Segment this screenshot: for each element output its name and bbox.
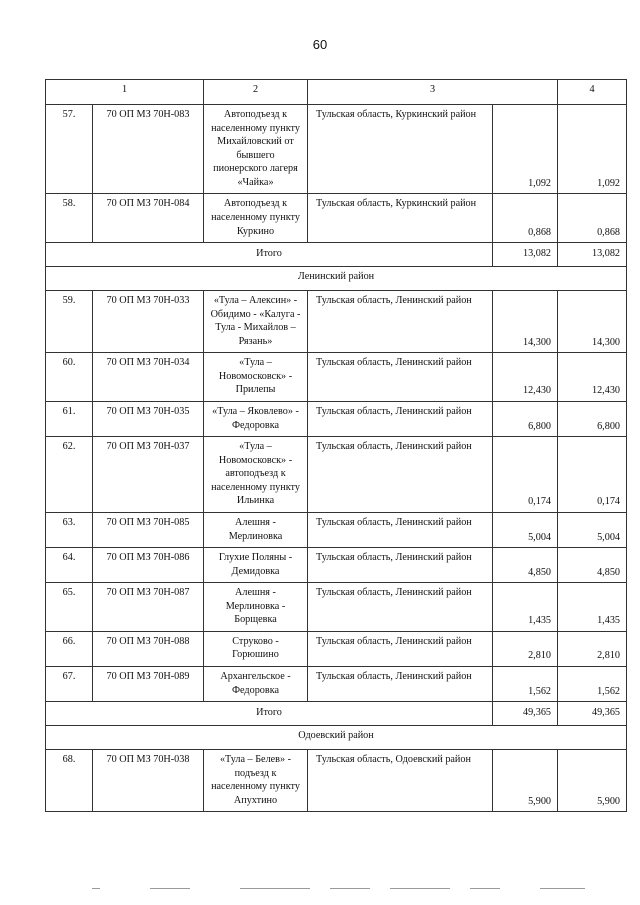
road-location: Тульская область, Куркинский район <box>308 105 493 194</box>
road-id-code: 70 ОП МЗ 70Н-037 <box>93 437 204 513</box>
road-name-line: бывшего <box>236 149 275 161</box>
road-name-line: Мерлиновка <box>228 530 283 542</box>
road-name-line: населенному пункту <box>211 481 300 493</box>
road-location: Тульская область, Ленинский район <box>308 353 493 402</box>
district-name: Одоевский район <box>46 726 627 750</box>
row-number: 63. <box>46 512 93 547</box>
road-name-line: Куркино <box>236 225 275 237</box>
road-name <box>204 667 308 702</box>
road-name-line: «Тула – <box>239 357 272 369</box>
road-length: 1,435 <box>493 583 558 632</box>
header-row <box>46 80 627 105</box>
road-length: 2,810 <box>493 631 558 666</box>
road-length-total: 2,810 <box>558 631 627 666</box>
table-row <box>46 105 627 194</box>
road-name-line: «Тула – Алексин» - <box>213 295 298 307</box>
road-name-line: Автоподъезд к <box>223 109 288 120</box>
subtotal-row <box>46 243 627 267</box>
road-location: Тульская область, Куркинский район <box>308 194 493 243</box>
road-length: 14,300 <box>493 291 558 353</box>
road-length: 0,868 <box>493 194 558 243</box>
road-name-line: «Тула – Яковлево» - <box>212 406 299 417</box>
district-header-row <box>46 267 627 291</box>
road-location: Тульская область, Ленинский район <box>308 631 493 666</box>
subtotal-row <box>46 702 627 726</box>
road-location: Тульская область, Ленинский район <box>308 667 493 702</box>
road-name-line: Федоровка <box>231 419 280 431</box>
road-name <box>204 402 308 437</box>
road-location: Тульская область, Ленинский район <box>308 291 493 353</box>
road-length: 0,174 <box>493 437 558 513</box>
road-length: 4,850 <box>493 548 558 583</box>
subtotal-label: Итого <box>46 702 493 726</box>
row-number: 60. <box>46 353 93 402</box>
road-name-line: населенному пункту <box>211 781 300 793</box>
road-id-code: 70 ОП МЗ 70Н-034 <box>93 353 204 402</box>
road-length-total: 4,850 <box>558 548 627 583</box>
road-name <box>204 750 308 812</box>
table-row <box>46 402 627 437</box>
subtotal-length: 13,082 <box>493 243 558 267</box>
road-length-total: 5,900 <box>558 750 627 812</box>
road-id-code: 70 ОП МЗ 70Н-085 <box>93 512 204 547</box>
road-length-total: 0,174 <box>558 437 627 513</box>
subtotal-length: 49,365 <box>493 702 558 726</box>
road-id-code: 70 ОП МЗ 70Н-083 <box>93 105 204 194</box>
road-register-table <box>45 79 627 812</box>
road-name-line: Мерлиновка - <box>225 600 286 612</box>
road-length: 1,092 <box>493 105 558 194</box>
road-name <box>204 631 308 666</box>
road-name-line: «Тула – Белев» - <box>219 754 292 766</box>
road-id-code: 70 ОП МЗ 70Н-088 <box>93 631 204 666</box>
road-name <box>204 548 308 583</box>
road-length-total: 6,800 <box>558 402 627 437</box>
road-location: Тульская область, Ленинский район <box>308 437 493 513</box>
subtotal-label: Итого <box>46 243 493 267</box>
table-row <box>46 437 627 513</box>
road-length-total: 5,004 <box>558 512 627 547</box>
table-row <box>46 353 627 402</box>
row-number: 57. <box>46 105 93 194</box>
road-name <box>204 437 308 513</box>
row-number: 62. <box>46 437 93 513</box>
road-name-line: Михайловский от <box>217 136 294 148</box>
road-name-line: Новомосковск» - <box>218 454 293 466</box>
road-length-total: 1,562 <box>558 667 627 702</box>
road-id-code: 70 ОП МЗ 70Н-089 <box>93 667 204 702</box>
table-row <box>46 667 627 702</box>
road-name-line: Тула - Михайлов – <box>215 322 296 334</box>
road-name-line: Прилепы <box>235 384 276 396</box>
row-number: 59. <box>46 291 93 353</box>
row-number: 64. <box>46 548 93 583</box>
road-location: Тульская область, Ленинский район <box>308 512 493 547</box>
road-id-code: 70 ОП МЗ 70Н-084 <box>93 194 204 243</box>
road-name <box>204 105 308 194</box>
district-header-row <box>46 726 627 750</box>
scan-artifact-line <box>0 888 640 894</box>
road-name-line: пионерского лагеря <box>213 163 298 175</box>
road-name-line: автоподъезд к <box>225 468 286 480</box>
row-number: 61. <box>46 402 93 437</box>
subtotal-length-total: 13,082 <box>558 243 627 267</box>
road-length-total: 1,435 <box>558 583 627 632</box>
road-name-line: подъезд к <box>234 767 277 779</box>
row-number: 67. <box>46 667 93 702</box>
table-row <box>46 548 627 583</box>
header-col-4: 4 <box>558 80 627 105</box>
road-location: Тульская область, Ленинский район <box>308 583 493 632</box>
road-name-line: Струково - <box>232 635 279 647</box>
road-length-total: 1,092 <box>558 105 627 194</box>
road-name-line: Ильинка <box>236 495 275 507</box>
road-length-total: 14,300 <box>558 291 627 353</box>
road-name <box>204 583 308 632</box>
table-row <box>46 194 627 243</box>
page-number: 60 <box>312 37 328 52</box>
subtotal-length-total: 49,365 <box>558 702 627 726</box>
row-number: 65. <box>46 583 93 632</box>
row-number: 58. <box>46 194 93 243</box>
road-location: Тульская область, Ленинский район <box>308 548 493 583</box>
header-col-2: 2 <box>204 80 308 105</box>
road-name-line: Автоподъезд к <box>223 198 288 210</box>
road-id-code: 70 ОП МЗ 70Н-038 <box>93 750 204 812</box>
road-name-line: населенному пункту <box>211 211 300 223</box>
road-name-line: Демидовка <box>231 565 280 577</box>
road-id-code: 70 ОП МЗ 70Н-033 <box>93 291 204 353</box>
road-location: Тульская область, Одоевский район <box>308 750 493 812</box>
road-id-code: 70 ОП МЗ 70Н-035 <box>93 402 204 437</box>
road-name-line: Алешня - <box>235 516 276 528</box>
road-length: 5,900 <box>493 750 558 812</box>
table-row <box>46 750 627 812</box>
road-name <box>204 353 308 402</box>
header-col-3: 3 <box>308 80 558 105</box>
road-name-line: «Тула – <box>239 441 272 453</box>
road-name-line: Горюшино <box>232 649 279 661</box>
road-name-line: Алешня - <box>235 587 276 599</box>
header-col-1: 1 <box>46 80 204 105</box>
road-id-code: 70 ОП МЗ 70Н-087 <box>93 583 204 632</box>
road-name <box>204 512 308 547</box>
road-name-line: Федоровка <box>231 684 280 696</box>
road-name-line: Борщевка <box>234 614 277 626</box>
table-row <box>46 583 627 632</box>
table-row <box>46 291 627 353</box>
road-name <box>204 194 308 243</box>
road-location: Тульская область, Ленинский район <box>308 402 493 437</box>
district-name: Ленинский район <box>46 267 627 291</box>
road-name <box>204 291 308 353</box>
road-length: 6,800 <box>493 402 558 437</box>
table-row <box>46 512 627 547</box>
row-number: 66. <box>46 631 93 666</box>
road-name-line: «Чайка» <box>237 176 274 188</box>
road-name-line: Новомосковск» - <box>218 370 293 382</box>
road-name-line: Рязань» <box>238 335 273 347</box>
road-name-line: Архангельское - <box>220 671 291 682</box>
road-length: 1,562 <box>493 667 558 702</box>
row-number: 68. <box>46 750 93 812</box>
road-id-code: 70 ОП МЗ 70Н-086 <box>93 548 204 583</box>
road-length-total: 12,430 <box>558 353 627 402</box>
road-name-line: Глухие Поляны - <box>218 552 293 564</box>
road-length: 5,004 <box>493 512 558 547</box>
table-row <box>46 631 627 666</box>
road-name-line: Апухтино <box>233 794 278 806</box>
road-name-line: Обидимо - «Калуга - <box>210 308 301 320</box>
road-name-line: населенному пункту <box>211 122 300 134</box>
road-length-total: 0,868 <box>558 194 627 243</box>
road-length: 12,430 <box>493 353 558 402</box>
